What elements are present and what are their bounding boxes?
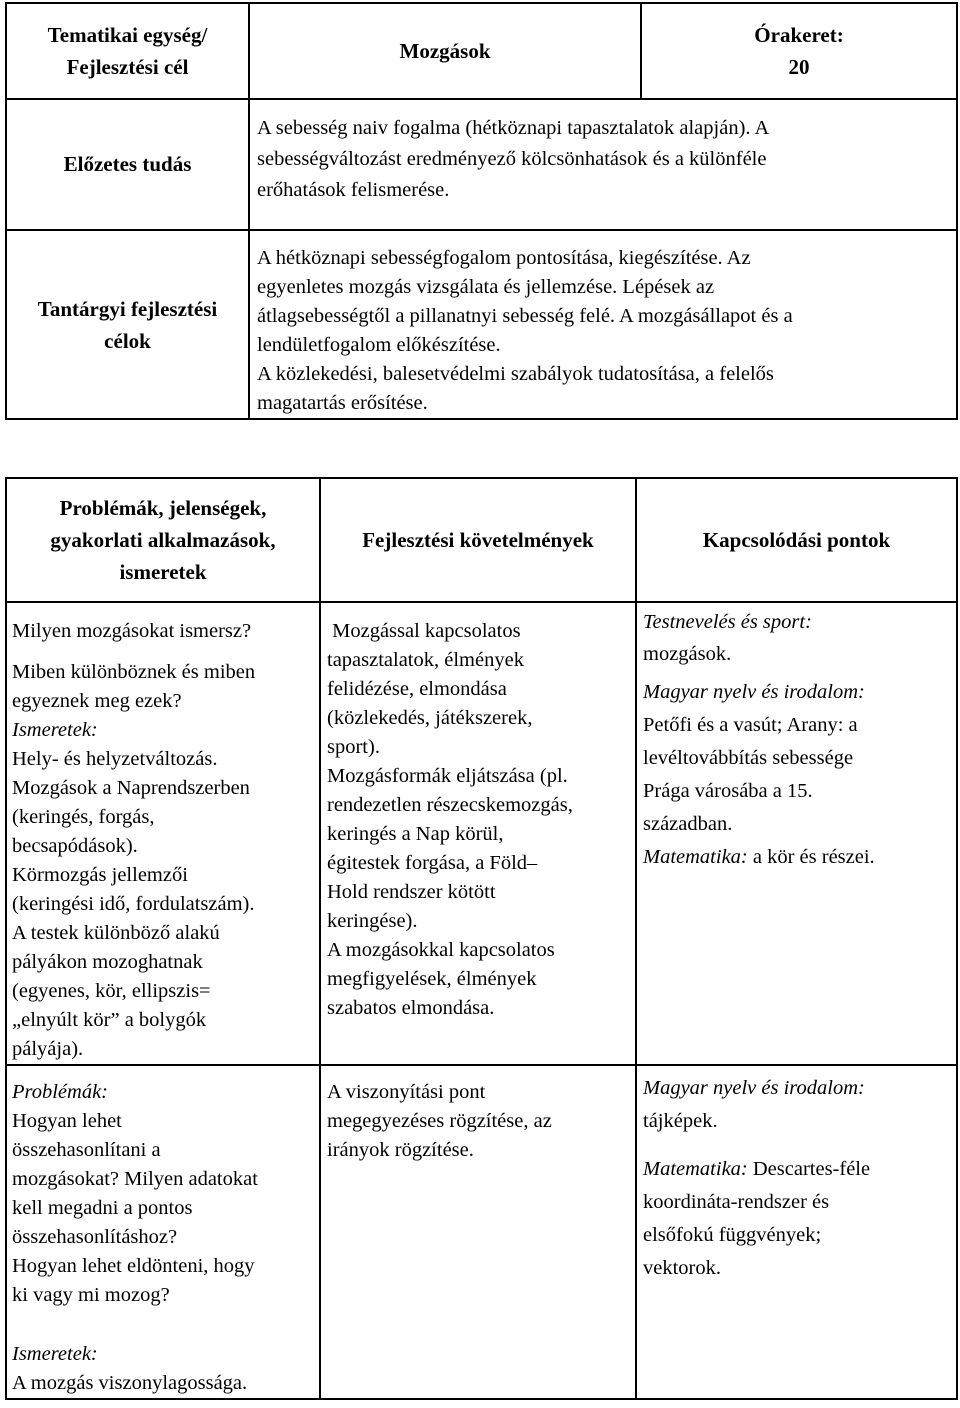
literature-link-line: Prága városába a 15. [643,780,813,802]
knowledge-line: Körmozgás jellemzői [12,864,188,886]
problem-line: mozgásokat? Milyen adatokat [12,1168,258,1190]
col3-header-text: Kapcsolódási pontok [702,527,891,552]
requirement-line: tapasztalatok, élmények [327,649,524,671]
goals-label-line: célok [104,328,151,353]
requirement-line: égitestek forgása, a Föld– [327,852,538,874]
requirement-line: szabatos elmondása. [327,997,495,1019]
pe-link-text: mozgások. [643,643,732,665]
goals-line: egyenletes mozgás vizsgálata és jellemzése. Lépések az [257,276,715,298]
literature-link-label: Magyar nyelv és irodalom: [643,681,865,703]
row2-col2 [320,1065,636,1399]
col1-header [6,478,320,602]
math-link-line: vektorok. [643,1257,721,1279]
math-link-text: a kör és részei. [747,846,875,868]
question-line: Miben különböznek és miben [12,661,256,683]
row1-col2 [320,602,636,1065]
prior-knowledge-label: Előzetes tudás [63,152,192,176]
knowledge-label: Ismeretek: [12,1343,98,1365]
requirement-line: Mozgásformák eljátszása (pl. [327,765,568,787]
col2-header [320,478,636,602]
literature-link-text: tájképek. [643,1110,718,1132]
goals-line: lendületfogalom előkészítése. [257,334,501,356]
knowledge-line: becsapódások). [12,835,138,857]
topic-cell [249,3,641,99]
hours-label: Órakeret: [754,23,844,47]
unit-label-line: Fejlesztési cél [66,55,189,79]
knowledge-line: A testek különböző alakú [12,922,220,944]
knowledge-line: pályákon mozoghatnak [12,951,203,973]
goals-line: A közlekedési, balesetvédelmi szabályok tudatosítása, a felelős [257,363,774,385]
hours-cell [641,3,957,99]
goals-line: magatartás erősítése. [257,392,428,414]
prior-knowledge-line: erőhatások felismerése. [257,179,450,201]
requirement-line: A viszonyítási pont [327,1081,486,1103]
pe-link-label: Testnevelés és sport: [643,611,812,633]
problem-line: összehasonlítani a [12,1139,161,1161]
col2-header-text: Fejlesztési követelmények [362,527,594,552]
requirement-line: Hold rendszer kötött [327,881,496,903]
col1-header-line: ismeretek [119,560,207,584]
goals-line: átlagsebességtől a pillanatnyi sebesség felé. A mozgásállapot és a [257,305,793,327]
knowledge-line: A mozgás viszonylagossága. [12,1372,248,1394]
requirement-line: rendezetlen részecskemozgás, [327,794,573,816]
requirement-line: megfigyelések, élmények [327,968,537,990]
math-link-line: elsőfokú függvények; [643,1224,822,1246]
unit-label-cell [6,3,249,99]
row1-col3 [636,602,957,1065]
math-link [643,841,956,874]
requirement-line: sport). [327,736,380,758]
requirement-line: keringés a Nap körül, [327,823,504,845]
problem-line: összehasonlításhoz? [12,1226,178,1248]
content-table [5,477,958,1400]
requirement-line: (közlekedés, játékszerek, [327,707,533,729]
requirement-line: keringése). [327,910,418,932]
knowledge-line: (keringés, forgás, [12,806,155,828]
requirement-line: irányok rögzítése. [327,1139,474,1161]
requirement-line: megegyezéses rögzítése, az [327,1110,552,1132]
problem-line: kell megadni a pontos [12,1197,193,1219]
problem-line: ki vagy mi mozog? [12,1284,170,1306]
requirement-line: felidézése, elmondása [327,678,507,700]
knowledge-line: pályája). [12,1038,84,1060]
literature-link-line: században. [643,813,733,835]
knowledge-label: Ismeretek: [12,719,98,741]
col1-header-line: Problémák, jelenségek, [59,496,267,520]
prior-knowledge-text-cell [249,99,957,230]
row1-col1 [6,602,320,1065]
knowledge-line: „elnyúlt kör” a bolygók [12,1009,207,1031]
knowledge-line: Hely- és helyzetváltozás. [12,748,218,770]
topic-overview-table [5,2,958,420]
literature-link-line: Petőfi és a vasút; Arany: a [643,714,858,736]
math-link [643,1153,956,1186]
goals-line: A hétköznapi sebességfogalom pontosítása, kiegészítése. Az [257,247,751,269]
math-link-line: koordináta-rendszer és [643,1191,830,1213]
goals-text-cell [249,230,957,419]
literature-link-line: levéltovábbítás sebessége [643,747,854,769]
knowledge-line: (keringési idő, fordulatszám). [12,893,255,915]
problem-line: Hogyan lehet [12,1110,122,1132]
prior-knowledge-label-cell [6,99,249,230]
row2-col1 [6,1065,320,1399]
goals-label-line: Tantárgyi fejlesztési [37,296,218,321]
prior-knowledge-line: sebességváltozást eredményező kölcsönhatások és a különféle [257,148,767,170]
math-link-label: Matematika: [643,1158,748,1180]
literature-link-label: Magyar nyelv és irodalom: [643,1077,865,1099]
goals-label-cell [6,230,249,419]
col3-header [636,478,957,602]
question-line: Milyen mozgásokat ismersz? [12,620,252,642]
unit-label-line: Tematikai egység/ [47,23,208,47]
problem-line: Hogyan lehet eldönteni, hogy [12,1255,255,1277]
row2-col3 [636,1065,957,1399]
knowledge-line: Mozgások a Naprendszerben [12,777,250,799]
math-link-label: Matematika: [643,846,748,868]
hours-value: 20 [788,55,810,79]
problems-label: Problémák: [12,1081,109,1103]
math-link-line: Descartes-féle [747,1158,871,1180]
col1-header-line: gyakorlati alkalmazások, [50,528,276,552]
requirement-line: Mozgással kapcsolatos [327,620,521,642]
requirement-line: A mozgásokkal kapcsolatos [327,939,555,961]
knowledge-line: (egyenes, kör, ellipszis= [12,980,211,1002]
topic-title: Mozgások [399,38,491,63]
question-line: egyeznek meg ezek? [12,690,182,712]
prior-knowledge-line: A sebesség naiv fogalma (hétköznapi tapasztalatok alapján). A [257,117,770,139]
